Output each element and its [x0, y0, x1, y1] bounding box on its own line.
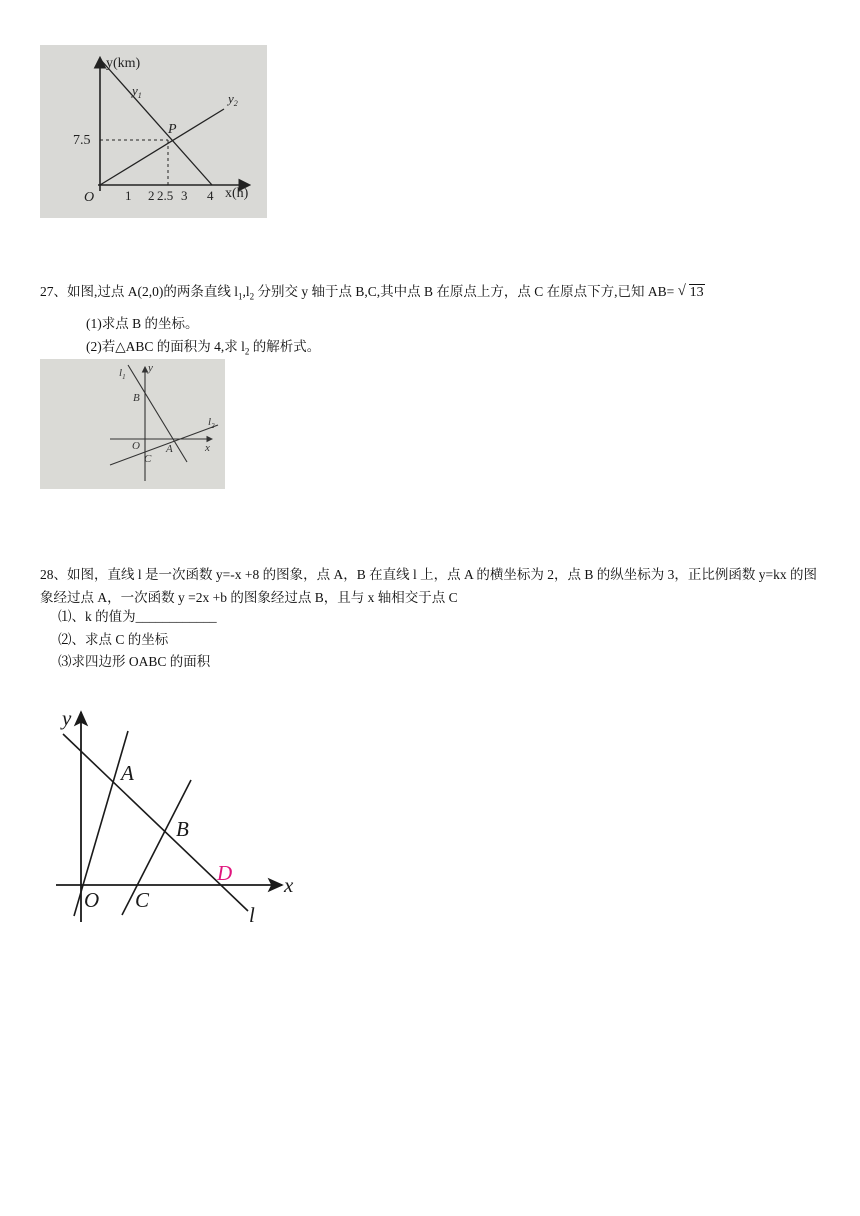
- question-28-part-1: ⑴、k 的值为____________: [58, 609, 217, 624]
- line-l2: [110, 425, 218, 465]
- y-tick-label: 7.5: [73, 133, 91, 148]
- label-x: x: [205, 442, 210, 454]
- label-a: A: [166, 443, 173, 455]
- point-p-label: P: [168, 122, 177, 137]
- functions-svg: [44, 700, 314, 930]
- question-28-part-3: ⑶求四边形 OABC 的面积: [58, 654, 211, 669]
- figure-distance-time-graph: [40, 45, 267, 218]
- question-27-part-1: (1)求点 B 的坐标。: [86, 316, 199, 331]
- label-c: C: [144, 453, 152, 465]
- label-b: B: [176, 817, 189, 841]
- y-axis-label: y(km): [106, 56, 141, 71]
- x-tick-4: 4: [207, 188, 214, 203]
- x-tick-3: 3: [181, 188, 188, 203]
- label-o: O: [84, 888, 100, 912]
- figure-linear-functions: [44, 700, 314, 930]
- line-oa: [74, 731, 128, 916]
- lines-svg: [40, 359, 225, 489]
- question-27-part-2: (2)若△ABC 的面积为 4,求 $l_2$ 的解析式。: [86, 339, 321, 357]
- label-y: y: [148, 362, 153, 374]
- label-l1: $l_1$: [119, 367, 126, 381]
- x-tick-2: 2: [148, 188, 155, 203]
- question-28-text: 28、如图，直线 l 是一次函数 y=-x +8 的图象，点 A，B 在直线 l 上，点 A 的横坐标为 2，点 B 的纵坐标为 3，正比例函数 y=kx 的图象经过点 A，一次函数 y =2x +b 的图象经过点 B，且与 x 轴相交于点 C: [40, 567, 817, 605]
- x-axis-label: x(h): [225, 186, 249, 201]
- label-c: C: [135, 888, 150, 912]
- x-tick-1: 1: [125, 188, 132, 203]
- line-y1: [100, 59, 212, 185]
- label-d: D: [217, 861, 233, 885]
- label-b: B: [133, 392, 140, 404]
- label-l2: $l_2$: [208, 416, 215, 430]
- label-o: O: [132, 440, 140, 452]
- question-28-part-2: ⑵、求点 C 的坐标: [58, 632, 169, 647]
- y2-label: $y_2$: [228, 91, 238, 108]
- label-a: A: [121, 761, 134, 785]
- graph-svg: [40, 45, 267, 218]
- label-x: x: [284, 873, 294, 897]
- question-27-text: 27、如图,过点 A(2,0)的两条直线 $l_1,l_2$ 分别交 y 轴于点 B,C,其中点 B 在原点上方，点 C 在原点下方,已知 AB= √ 13: [40, 283, 704, 302]
- label-l: l: [249, 903, 255, 927]
- line-y2: [100, 109, 224, 185]
- sqrt-13: √ 13: [677, 283, 704, 300]
- origin-label: O: [84, 190, 95, 205]
- y1-label: $y_1$: [132, 83, 142, 100]
- label-y: y: [62, 706, 72, 730]
- x-tick-2-5: 2.5: [157, 188, 174, 203]
- figure-two-lines: [40, 359, 225, 489]
